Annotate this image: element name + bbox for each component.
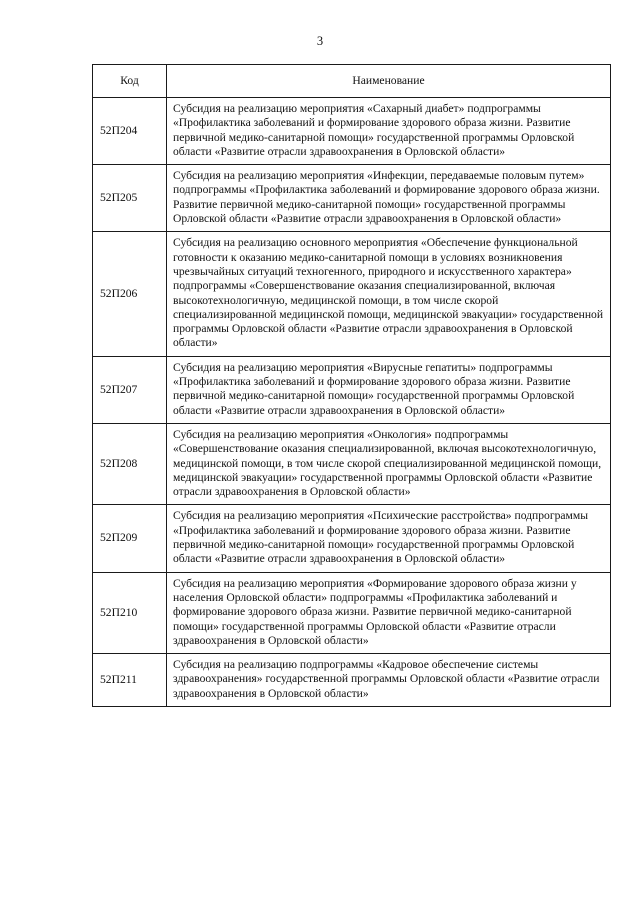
table-row [93, 98, 611, 165]
row-name: Субсидия на реализацию мероприятия «Сахарный диабет» подпрограммы «Профилактика заболеваний и формирование здорового образа жизни. Развитие первичной медико-санитарной помощи» государственной программы Орловской области «Развитие отрасли здравоохранения в Орловской области» [167, 98, 611, 165]
table-row [93, 232, 611, 356]
column-header-code: Код [93, 65, 167, 98]
budget-code-table [92, 64, 611, 707]
row-code: 52П204 [93, 98, 167, 165]
row-code: 52П210 [93, 572, 167, 653]
row-code: 52П207 [93, 356, 167, 423]
page-number: 3 [316, 34, 324, 48]
row-name: Субсидия на реализацию мероприятия «Онкология» подпрограммы «Совершенствование оказания специализированной, включая высокотехнологичную, медицинской помощи, в том числе скорой специализированной медицинской помощи, медицинской эвакуации» государственной программы Орловской области «Развитие отрасли здравоохранения в Орловской области» [167, 423, 611, 504]
table-header-row [93, 65, 611, 98]
table-row [93, 505, 611, 572]
row-code: 52П209 [93, 505, 167, 572]
row-name: Субсидия на реализацию мероприятия «Вирусные гепатиты» подпрограммы «Профилактика заболеваний и формирование здорового образа жизни. Развитие первичной медико-санитарной помощи» государственной программы Орловской области «Развитие отрасли здравоохранения в Орловской области» [167, 356, 611, 423]
table-row [93, 572, 611, 653]
row-name: Субсидия на реализацию подпрограммы «Кадровое обеспечение системы здравоохранения» государственной программы Орловской области «Развитие отрасли здравоохранения в Орловской области» [167, 654, 611, 707]
row-name: Субсидия на реализацию мероприятия «Психические расстройства» подпрограммы «Профилактика заболеваний и формирование здорового образа жизни. Развитие первичной медико-санитарной помощи» государственной программы Орловской области «Развитие отрасли здравоохранения в Орловской области» [167, 505, 611, 572]
table-row [93, 423, 611, 504]
row-code: 52П208 [93, 423, 167, 504]
row-name: Субсидия на реализацию мероприятия «Инфекции, передаваемые половым путем» подпрограммы «Профилактика заболеваний и формирование здорового образа жизни. Развитие первичной медико-санитарной помощи» государственной программы Орловской области «Развитие отрасли здравоохранения в Орловской области» [167, 165, 611, 232]
row-code: 52П211 [93, 654, 167, 707]
row-code: 52П206 [93, 232, 167, 356]
row-name: Субсидия на реализацию основного мероприятия «Обеспечение функциональной готовности к оказанию медико-санитарной помощи в условиях возникновения чрезвычайных ситуаций техногенного, природного и искусственного характера» подпрограммы «Совершенствование оказания специализированной, включая высокотехнологичную, медицинской помощи, в том числе скорой специализированной медицинской помощи, медицинской эвакуации» государственной программы Орловской области «Развитие отрасли здравоохранения в Орловской области» [167, 232, 611, 356]
table-row [93, 165, 611, 232]
row-code: 52П205 [93, 165, 167, 232]
table-row [93, 654, 611, 707]
table-row [93, 356, 611, 423]
column-header-name: Наименование [167, 65, 611, 98]
row-name: Субсидия на реализацию мероприятия «Формирование здорового образа жизни у населения Орловской области» подпрограммы «Профилактика заболеваний и формирование здорового образа жизни. Развитие первичной медико-санитарной помощи» государственной программы Орловской области «Развитие отрасли здравоохранения в Орловской области» [167, 572, 611, 653]
